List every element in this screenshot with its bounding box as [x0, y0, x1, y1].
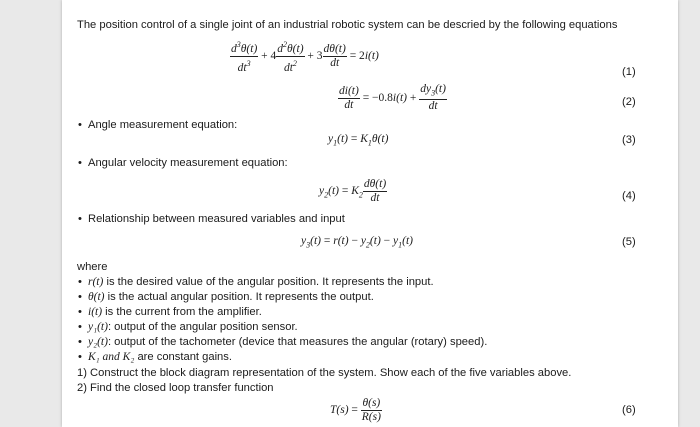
definition-item: • r(t) is the desired value of the angular position. It represents the input. — [88, 276, 434, 288]
heading-angle: • Angle measurement equation: — [88, 119, 237, 131]
document-page — [62, 0, 678, 427]
definition-item: • y₂(t): output of the tachometer (device that measures the angular (rotary) speed). — [88, 336, 487, 348]
question-1: 1) Construct the block diagram representation of the system. Show each of the five variables above. — [77, 367, 572, 379]
eq-number-1: (1) — [622, 66, 636, 78]
eq-number-5: (5) — [622, 236, 636, 248]
definition-item: • i(t) is the current from the amplifier. — [88, 306, 262, 318]
definition-item: • θ(t) is the actual angular position. It represents the output. — [88, 291, 374, 303]
eq-number-4: (4) — [622, 190, 636, 202]
question-2: 2) Find the closed loop transfer function — [77, 382, 274, 394]
definition-item: • y₁(t): output of the angular position sensor. — [88, 321, 298, 333]
eq-number-6: (6) — [622, 404, 636, 416]
eq-number-2: (2) — [622, 96, 636, 108]
equation-1: $\frac{d^3\theta(t)}{dt^3}$ + 4 $\frac{d^2\theta(t)}{dt^2}$ + 3 $\frac{d\theta(t)}{dt}$ = 2i(t) — [231, 40, 379, 74]
heading-velocity: • Angular velocity measurement equation: — [88, 157, 288, 169]
equation-2: $\frac{di(t)}{dt}$ = −0.8i(t) + $\frac{dy_3(t)}{dt}$ — [339, 83, 446, 113]
equation-5: $y_3(t) = r(t) - y_2(t) - y_1(t)$ — [301, 235, 413, 250]
heading-relationship: • Relationship between measured variables and input — [88, 213, 345, 225]
where-label: where — [77, 261, 108, 273]
equation-3: $y_1(t) = K_1\theta(t)$ — [328, 133, 389, 148]
intro-text: The position control of a single joint of an industrial robotic system can be descried by the following equations — [77, 19, 618, 31]
eq-number-3: (3) — [622, 134, 636, 146]
equation-6: T(s) = $\frac{\theta(s)}{R(s)}$ — [330, 397, 381, 423]
definition-item: • K₁ and K₂ are constant gains. — [88, 351, 232, 363]
equation-4: $y_2(t) = K_2$ $\frac{d\theta(t)}{dt}$ — [319, 178, 387, 204]
